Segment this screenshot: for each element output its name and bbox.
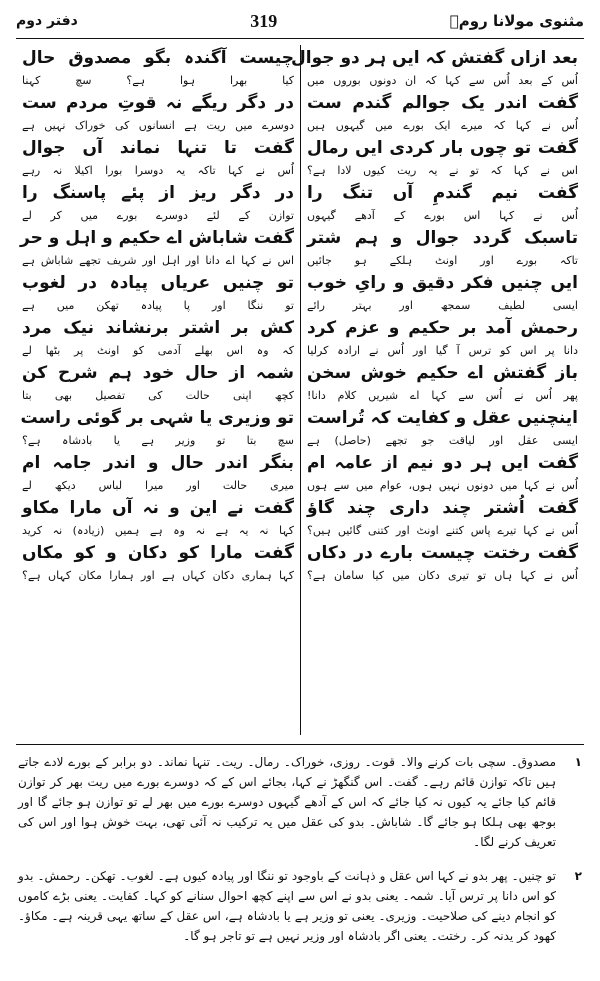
book-title: مثنوی مولانا رومؒ — [449, 12, 584, 30]
verse-line: کش بر اشتر برنشاند نیک مرد — [22, 318, 294, 338]
translation-line: میری حالت اور میرا لباس دیکھ لے — [22, 479, 294, 492]
translation-line: اس نے کہا کہ تو نے یہ ریت کیوں لادا ہے؟ — [307, 164, 578, 177]
footnote-number: ۱ — [574, 755, 582, 769]
verse-line: اینچنیں عقل و کفایت کہ تُراست — [307, 408, 578, 428]
verse-line: شمہ از حال خود ہم شرح کن — [22, 363, 294, 383]
translation-line: اُس نے کہا تیرے پاس کتنے اونٹ اور کتنی گائیں ہیں؟ — [307, 524, 578, 537]
translation-line: کیا بھرا ہوا ہے؟ سچ کہنا — [22, 74, 294, 87]
translation-line: تو ننگا اور پا پیادہ تھکن میں ہے — [22, 299, 294, 312]
verse-line: بنگر اندر حال و اندر جامہ ام — [22, 453, 294, 473]
translation-line: اُس کے بعد اُس سے کہا کہ ان دونوں بوروں میں — [307, 74, 578, 87]
page-header — [16, 6, 584, 36]
translation-line: کچھ اپنی حالت کی تفصیل بھی بتا — [22, 389, 294, 402]
right-verse-column — [291, 45, 584, 735]
verse-line: باز گفتش اے حکیم خوش سخن — [307, 363, 578, 383]
verse-line: در دگر ریگے نہ قوتِ مردم ست — [22, 93, 294, 113]
translation-line: ایسی عقل اور لیاقت جو تجھے (حاصل) ہے — [307, 434, 578, 447]
translation-line: دانا پر اس کو ترس آ گیا اور اُس نے ارادہ کرلیا — [307, 344, 578, 357]
verse-line: چیست آگندہ بگو مصدوق حال — [22, 48, 294, 68]
translation-line: سچ بتا تو وزیر ہے یا بادشاہ ہے؟ — [22, 434, 294, 447]
verse-line: تو وزیری یا شہی بر گوئی راست — [20, 408, 294, 428]
verse-line: گفت تا تنہا نماند آں جوال — [22, 138, 294, 158]
footnote-text: تو چنیں۔ پھر بدو نے کہا اس عقل و ذہانت کے باوجود تو ننگا اور پیادہ کیوں ہے۔ لغوب۔ تھکن۔ رحمش۔ بدو کو اس دانا پر ترس آیا۔ شمہ۔ یعنی بدو نے اس سے اپنے کچھ احوال سنانے کو کہا۔ کفایت۔ یعنی بڑے کاموں کو انجام دینے کی صلاحیت۔ وزیری۔ یعنی تو وزیر ہے یا بادشاہ ہے، اس عقل کے ساتھ یہی قرینہ ہے۔ مکاؤ۔ کھود کر یدنہ کر۔ رختت۔ یعنی اگر بادشاہ اور وزیر نہیں ہے تو تاجر ہو گا۔ — [18, 869, 556, 943]
page-number: 319 — [250, 10, 278, 31]
translation-line: اُس نے کہا کہ میرے ایک بورے میں گیہوں ہیں — [307, 119, 578, 132]
translation-line: توازن کے لئے دوسرے بورے میں کر لے — [22, 209, 294, 222]
verse-line: گفت نے این و نہ آں مارا مکاو — [22, 498, 294, 518]
left-verse-column — [16, 45, 300, 735]
header-rule — [16, 38, 584, 39]
verse-line: رحمش آمد بر حکیم و عزم کرد — [307, 318, 578, 338]
verse-line: گفت اُشتر چند داری چند گاؤ — [307, 498, 578, 518]
translation-line: کہ وہ اس بھلے آدمی کو اونٹ پر بٹھا لے — [22, 344, 294, 357]
translation-line: پھر اُس نے اُس سے کہا اے شیریں کلام دانا! — [307, 389, 578, 402]
verse-columns — [16, 45, 584, 735]
verse-line: گفت شاباش اے حکیم و اہل و حر — [20, 228, 294, 248]
translation-line: اُس نے کہا ہاں تو تیری دکان میں کیا سامان ہے؟ — [307, 569, 578, 582]
verse-line: گفت اندر یک جوالم گندم ست — [307, 93, 578, 113]
footnote-text: مصدوق۔ سچی بات کرنے والا۔ قوت۔ روزی، خوراک۔ رمال۔ ریت۔ تنہا نماند۔ دو برابر کے بورے لادے جاتے ہیں تاکہ توازن قائم رہے۔ گفت۔ اس گنگھڑ نے کہا، بجائے اس کے کہ دوسرے بورے میں ریت بھر کر توازن قائم کیا جائے یہ کیوں نہ کیا جائے کہ اس کے آدھے گیہوں دوسرے بورے میں بھر لے تو توازن ہو جائے گا اور بوجھ بھی ہلکا ہو جائے گا۔ شاباش۔ بدو کی عقل میں یہ ترکیب نہ آئی تھی، بہت خوش ہوا اور اس کی تعریف کرنے لگا۔ — [18, 755, 556, 849]
footnote-rule — [16, 744, 584, 745]
footnote-number: ۲ — [574, 869, 582, 883]
translation-line: اُس نے کہا تاکہ یہ دوسرا بورا اکیلا نہ رہے — [22, 164, 294, 177]
verse-line: گفت ایں ہر دو نیم از عامہ ام — [307, 453, 578, 473]
footnote — [18, 866, 582, 946]
footnote — [18, 752, 582, 852]
translation-line: کہا ہماری دکان کہاں ہے اور ہمارا مکان کہاں ہے؟ — [22, 569, 294, 582]
translation-line: اس نے کہا اے دانا اور اہل اور شریف تجھے شاباش ہے — [22, 254, 294, 267]
translation-line: ایسی لطیف سمجھ اور بہتر رائے — [307, 299, 578, 312]
verse-line: تاسبک گردد جوال و ہم شتر — [307, 228, 578, 248]
translation-line: دوسرے میں ریت ہے انسانوں کی خوراک نہیں ہے — [22, 119, 294, 132]
translation-line: کہا نہ یہ ہے نہ وہ ہے ہمیں (زیادہ) نہ کرید — [22, 524, 294, 537]
volume-label: دفتر دوم — [16, 13, 78, 29]
verse-line: گفت مارا کو دکان و کو مکاں — [22, 543, 294, 563]
verse-line: تو چنیں عریاں پیادہ در لغوب — [22, 273, 294, 293]
verse-line: در دگر ریز از پئے پاسنگ را — [22, 183, 294, 203]
translation-line: اُس نے کہا اس بورے کے آدھے گیہوں — [307, 209, 578, 222]
verse-line: گفت نیم گندمِ آں تنگ را — [307, 183, 578, 203]
verse-line: گفت رختت چیست بارے در دکاں — [307, 543, 578, 563]
verse-line: بعد ازاں گفتش کہ ایں ہر دو جوال — [291, 48, 578, 68]
verse-line: گفت تو چوں بار کردی ایں رمال — [307, 138, 578, 158]
translation-line: تاکہ بورے اور اونٹ ہلکے ہو جائیں — [307, 254, 578, 267]
verse-line: ایں چنیں فکر دقیق و رایِ خوب — [307, 273, 578, 293]
translation-line: اُس نے کہا میں دونوں نہیں ہوں، عوام میں سے ہوں — [307, 479, 578, 492]
